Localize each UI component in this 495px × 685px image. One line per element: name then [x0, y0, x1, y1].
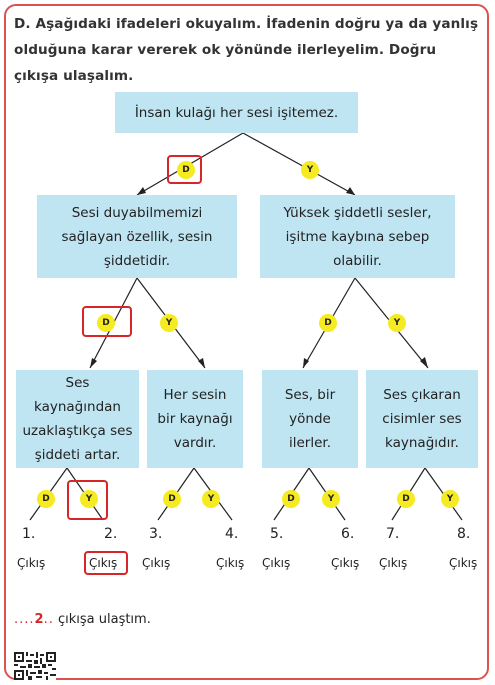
exit-label: Çıkış — [17, 556, 46, 570]
exit-label: Çıkış — [449, 556, 478, 570]
exit-label: Çıkış — [216, 556, 245, 570]
statement-l3-1: Ses kaynağından uzaklaştıkça ses şiddeti artar. — [16, 370, 139, 468]
false-badge: Y — [160, 314, 178, 332]
statement-l2-right: Yüksek şiddetli sesler, işitme kaybına sebep olabilir. — [260, 195, 455, 278]
answer-mark — [84, 551, 128, 575]
answer-suffix: çıkışa ulaştım. — [53, 612, 151, 627]
true-badge: D — [282, 490, 300, 508]
answer-blank-end: .. — [43, 612, 54, 627]
true-badge: D — [37, 490, 55, 508]
arrowhead — [420, 357, 428, 368]
false-badge: Y — [322, 490, 340, 508]
exit-number: 4. — [225, 526, 239, 542]
answer-line — [14, 612, 151, 627]
exit-number: 7. — [386, 526, 400, 542]
true-badge: D — [177, 161, 195, 179]
answer-mark — [167, 155, 202, 184]
false-badge: Y — [388, 314, 406, 332]
statement-l3-2: Her sesin bir kaynağı vardır. — [147, 370, 243, 468]
answer-mark — [82, 306, 132, 337]
exit-number: 8. — [457, 526, 471, 542]
exit-number: 6. — [341, 526, 355, 542]
true-badge: D — [97, 314, 115, 332]
arrowhead — [137, 187, 146, 195]
false-badge: Y — [441, 490, 459, 508]
statement-l3-4: Ses çıkaran cisimler ses kaynağıdır. — [366, 370, 478, 468]
exit-label: Çıkış — [331, 556, 360, 570]
arrowhead — [346, 187, 355, 195]
line-root-right — [243, 133, 355, 195]
exit-number: 2. — [104, 526, 118, 542]
true-badge: D — [397, 490, 415, 508]
exit-label: Çıkış — [379, 556, 408, 570]
exit-number: 5. — [270, 526, 284, 542]
answer-blank: .... — [14, 612, 35, 627]
instruction-text: Aşağıdaki ifadeleri okuyalım. İfadenin doğru ya da yanlış olduğuna karar vererek ok yönünde ilerleyelim. Doğru çıkışa ulaşalım. — [14, 16, 479, 84]
answer-value: 2 — [34, 612, 44, 627]
false-badge: Y — [202, 490, 220, 508]
root-statement: İnsan kulağı her sesi işitemez. — [115, 92, 358, 133]
exit-label: Çıkış — [142, 556, 171, 570]
answer-mark — [67, 480, 108, 520]
arrowhead — [90, 358, 97, 368]
section-label: D. — [14, 16, 31, 32]
statement-l2-left: Sesi duyabilmemizi sağlayan özellik, sesin şiddetidir. — [37, 195, 237, 278]
exit-label: Çıkış — [262, 556, 291, 570]
exit-number: 1. — [22, 526, 36, 542]
exit-number: 3. — [149, 526, 163, 542]
qr-code-icon — [14, 652, 56, 680]
statement-l3-3: Ses, bir yönde ilerler. — [262, 370, 358, 468]
false-badge: Y — [80, 490, 98, 508]
false-badge: Y — [301, 161, 319, 179]
true-badge: D — [319, 314, 337, 332]
exit-label: Çıkış — [89, 556, 118, 570]
true-badge: D — [163, 490, 181, 508]
